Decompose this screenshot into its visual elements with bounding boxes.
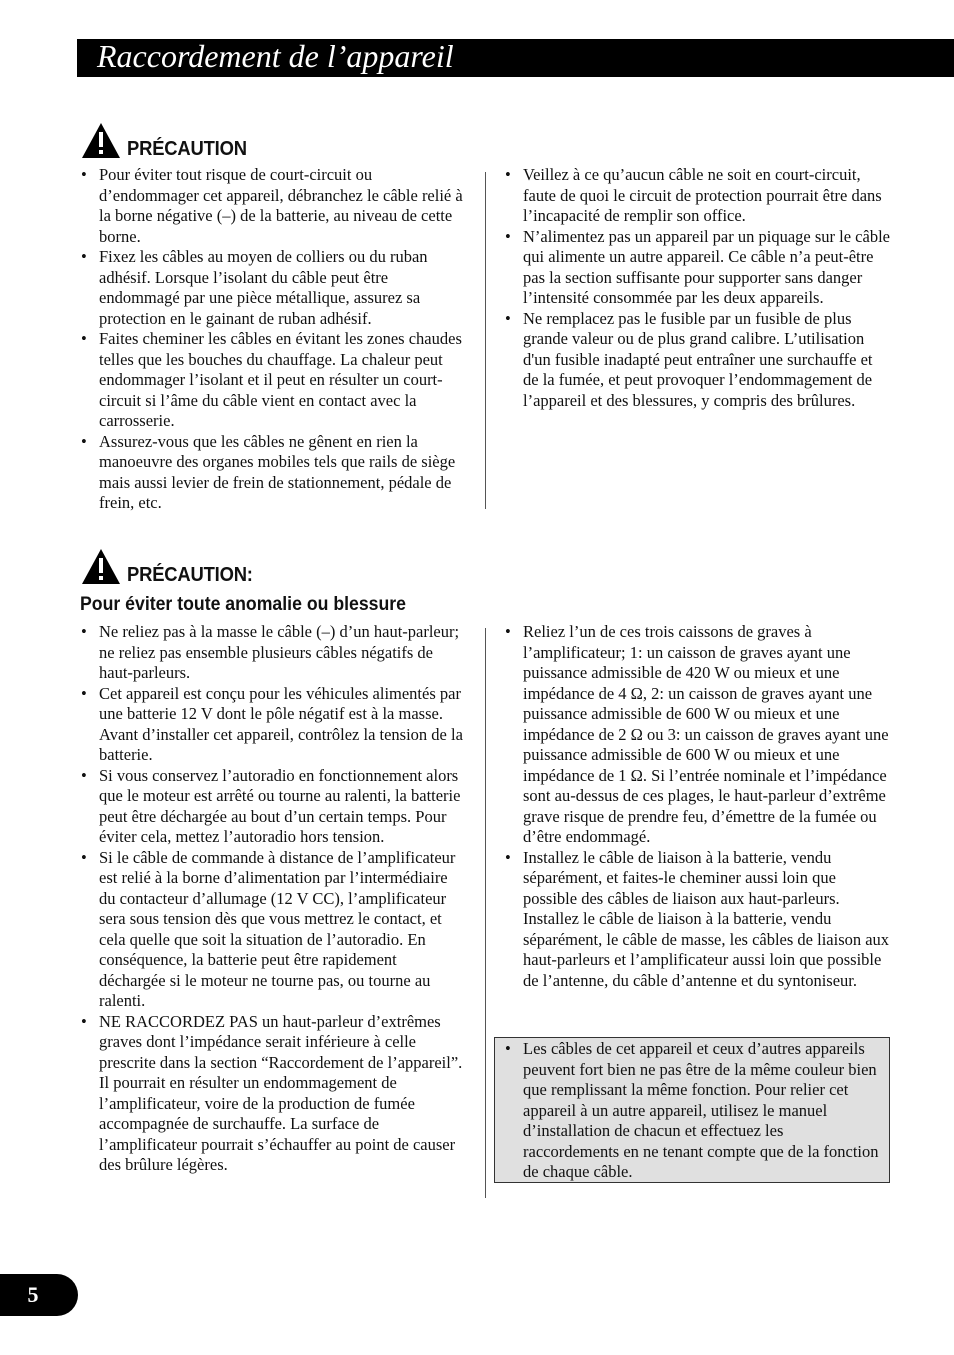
column-divider [485, 172, 486, 509]
section2-right-column [505, 622, 890, 991]
list-item: • Reliez l’un de ces trois caissons de graves à l’amplificateur; 1: un caisson de graves ayant une puissance admissible de 420 W ou mieux et une impédance de 4 Ω, 2: un caisson de graves ayant une puissance admissible de 600 W ou mieux et une impédance de 2 Ω ou 3: un caisson de graves ayant une puissance admissible de 600 W ou mieux et une impédance de 1 Ω. Si l’entrée nominale et l’impédance sont au-dessus de ces plages, le haut-parleur d’extrême grave risque de prendre feu, d’émettre de la fumée ou d’être endommagé. [505, 622, 890, 848]
warning-icon [81, 548, 121, 586]
page-number-badge [0, 1274, 78, 1316]
list-item: • Ne reliez pas à la masse le câble (–) d’un haut-parleur; ne reliez pas ensemble plusieurs câbles négatifs de haut-parleurs. [81, 622, 466, 684]
list-item: • Veillez à ce qu’aucun câble ne soit en court-circuit, faute de quoi le circuit de protection pourrait être dans l’incapacité de remplir son office. [505, 165, 890, 227]
list-item: • Assurez-vous que les câbles ne gênent en rien la manoeuvre des organes mobiles tels que rails de siège mais aussi levier de frein de stationnement, pédale de frein, etc. [81, 432, 466, 514]
list-item: • Ne remplacez pas le fusible par un fusible de plus grande valeur ou de plus grand calibre. L’utilisation d'un fusible inadapté peut entraîner une surchauffe et de la fumée, et peut provoquer l’endommagement de l’appareil et des blessures, y compris des brûlures. [505, 309, 890, 412]
note-text: • Les câbles de cet appareil et ceux d’autres appareils peuvent fort bien ne pas être de la même couleur bien que remplissant la même fonction. Pour relier cet appareil à un autre appareil, utilisez le manuel d’installation de chacun et effectuez les raccordements en ne tenant compte que de la fonction de chaque câble. [505, 1039, 881, 1183]
column-divider [485, 628, 486, 1198]
section2-left-column [81, 622, 466, 1176]
list-item: • Pour éviter tout risque de court-circuit ou d’endommager cet appareil, débranchez le câble relié à la borne négative (–) de la batterie, au niveau de cette borne. [81, 165, 466, 247]
list-item: • NE RACCORDEZ PAS un haut-parleur d’extrêmes graves dont l’impédance serait inférieure à celle prescrite dans la section “Raccordement de l’appareil”. Il pourrait en résulter un endommagement de l’amplificateur, voire de la production de fumée accompagnée de surchauffe. La surface de l’amplificateur pourrait s’échauffer au point de causer des brûlure légères. [81, 1012, 466, 1176]
page-title: Raccordement de l’appareil [97, 38, 454, 74]
warning-icon [81, 122, 121, 160]
page-number: 5 [27, 1282, 39, 1307]
caution-label: PRÉCAUTION: [127, 564, 253, 586]
list-item: • Si le câble de commande à distance de l’amplificateur est relié à la borne d’alimentation par l’intermédiaire du contacteur d’allumage (12 V CC), l’amplificateur sera sous tension dès que vous mettrez le contact, et cela quelle que soit la situation de l’autoradio. En conséquence, la batterie peut être rapidement déchargée si le moteur ne tourne pas, ou tourne au ralenti. [81, 848, 466, 1012]
caution-label: PRÉCAUTION [127, 138, 247, 160]
section1-right-column [505, 165, 890, 411]
list-item: • Installez le câble de liaison à la batterie, vendu séparément, et faites-le cheminer aussi loin que possible des câbles de liaison aux haut-parleurs. Installez le câble de liaison à la batterie, vendu séparément, le câble de masse, les câbles de liaison aux haut-parleurs et l’amplificateur aussi loin que possible de l’antenne, du câble d’antenne et du syntoniseur. [505, 848, 890, 992]
list-item: • Si vous conservez l’autoradio en fonctionnement alors que le moteur est arrêté ou tourne au ralenti, la batterie peut être déchargée au bout d’un certain temps. Pour éviter cela, mettez l’autoradio hors tension. [81, 766, 466, 848]
list-item: • N’alimentez pas un appareil par un piquage sur le câble qui alimente un autre appareil. Ce câble n’a peut-être pas la section suffisante pour supporter sans danger l’intensité consommée par les deux appareils. [505, 227, 890, 309]
section-subheading: Pour éviter toute anomalie ou blessure [80, 594, 407, 615]
list-item: • Faites cheminer les câbles en évitant les zones chaudes telles que les bouches du chauffage. La chaleur peut endommager l’isolant et il peut en résulter un court-circuit si l’âme du câble vient en contact avec la carrosserie. [81, 329, 466, 432]
header-bar [77, 39, 954, 77]
note-box [494, 1037, 890, 1183]
section1-left-column [81, 165, 466, 514]
list-item: • Cet appareil est conçu pour les véhicules alimentés par une batterie 12 V dont le pôle négatif est à la masse. Avant d’installer cet appareil, contrôlez la tension de la batterie. [81, 684, 466, 766]
list-item: • Fixez les câbles au moyen de colliers ou du ruban adhésif. Lorsque l’isolant du câble peut être endommagé par une pièce métallique, assurez sa protection en le gainant de ruban adhésif. [81, 247, 466, 329]
